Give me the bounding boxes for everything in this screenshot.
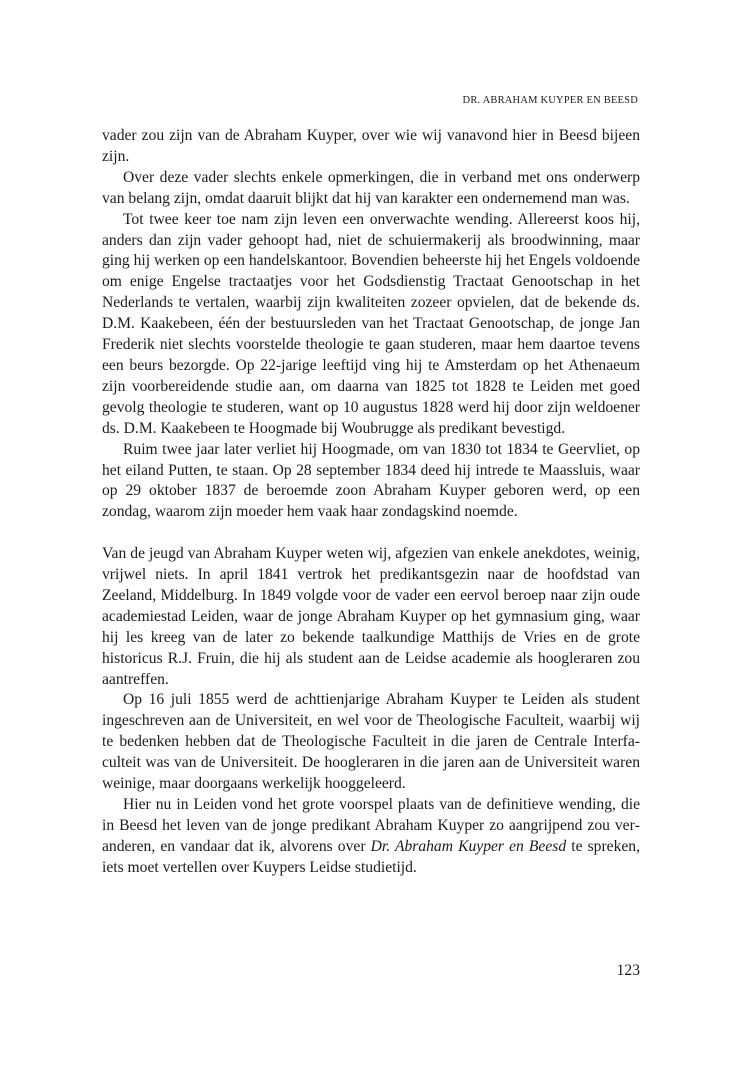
paragraph: vader zou zijn van de Abraham Kuyper, over wie wij vanavond hier in Beesd bijeen zijn. [102,127,640,165]
paragraph: Ruim twee jaar later verliet hij Hoogmade, om van 1830 tot 1834 te Geervliet, op het eiland Putten, te staan. Op 28 september 1834 deed hij intrede te Maassluis, waar op 29 oktober 1837 de beroemde zoon Abraham Kuyper geboren werd, op een zondag, waarom zijn moeder hem vaak haar zondagskind noemde. [102,440,640,521]
running-head: DR. ABRAHAM KUYPER EN BEESD [462,95,638,106]
paragraph: Over deze vader slechts enkele opmerkingen, die in verband met ons onderwerp van belang zijn, omdat daaruit blijkt dat hij van karakter een ondernemend man was. [102,168,640,207]
paragraph: Op 16 juli 1855 werd de achttienjarige Abraham Kuyper te Leiden als student ingeschreven aan de Universiteit, en wel voor de Theologische Faculteit, waarbij wij te bedenken hebben dat de Theologische Faculteit in die jaren de Centrale Interfaculteit was van de Universiteit. De hoogleraren in die jaren aan de Universiteit waren weinige, maar doorgaans werkelijk hooggeleerd. [102,691,640,793]
paragraph: Tot twee keer toe nam zijn leven een onverwachte wending. Allereerst koos hij, anders dan zijn vader gehoopt had, niet de schuiermakerij als broodwinning, maar ging hij werken op een handelskantoor. Bovendien beheerste hij het Engels voldoende om enige Engelse tractaatjes voor het Godsdienstig Tractaat Genootschap in het Nederlands te vertalen, waarbij zijn kwaliteiten zozeer opvielen, dat de bekende ds. D.M. Kaakebeen, één der bestuursleden van het Tractaat Genootschap, de jonge Jan Frederik niet slechts voorstelde theologie te gaan studeren, maar hem daartoe tevens een beurs bezorgde. Op 22-jarige leeftijd ving hij te Amsterdam op het Athenaeum zijn voorbereidende studie aan, om daarna van 1825 tot 1828 te Leiden met goed gevolg theologie te studeren, want op 10 augustus 1828 werd hij door zijn weldoener ds. D.M. Kaakebeen te Hoogmade bij Woubrugge als predikant bevestigd. [102,210,640,437]
paragraph: Van de jeugd van Abraham Kuyper weten wij, afgezien van enkele anekdotes, weinig, vrijwel niets. In april 1841 vertrok het predikantsgezin naar de hoofdstad van Zeeland, Middelburg. In 1849 volgde voor de vader een eervol beroep naar zijn oude academiestad Leiden, waar de jonge Abraham Kuyper op het gymnasium ging, waar hij les kreeg van de later zo bekende taalkundige Matthijs de Vries en de grote historicus R.J. Fruin, die hij als student aan de Leidse academie als hoogleraren zou aantreffen. [102,545,640,688]
paragraph [102,795,640,879]
page-number: 123 [616,962,640,979]
body-text [102,126,640,879]
paragraph-text: Hier nu in Leiden vond het grote voorspel plaats van de definitieve wending, die in Beesd het leven van de jonge predikant Abraham Kuyper zo aangrijpend zou veranderen, en vandaar dat ik, alvorens over [102,795,640,855]
lecture-title: Dr. Abraham Kuyper en Beesd [370,837,567,855]
paragraph-text: te spreken, iets moet vertellen over Kuypers Leidse studietijd. [102,837,640,876]
